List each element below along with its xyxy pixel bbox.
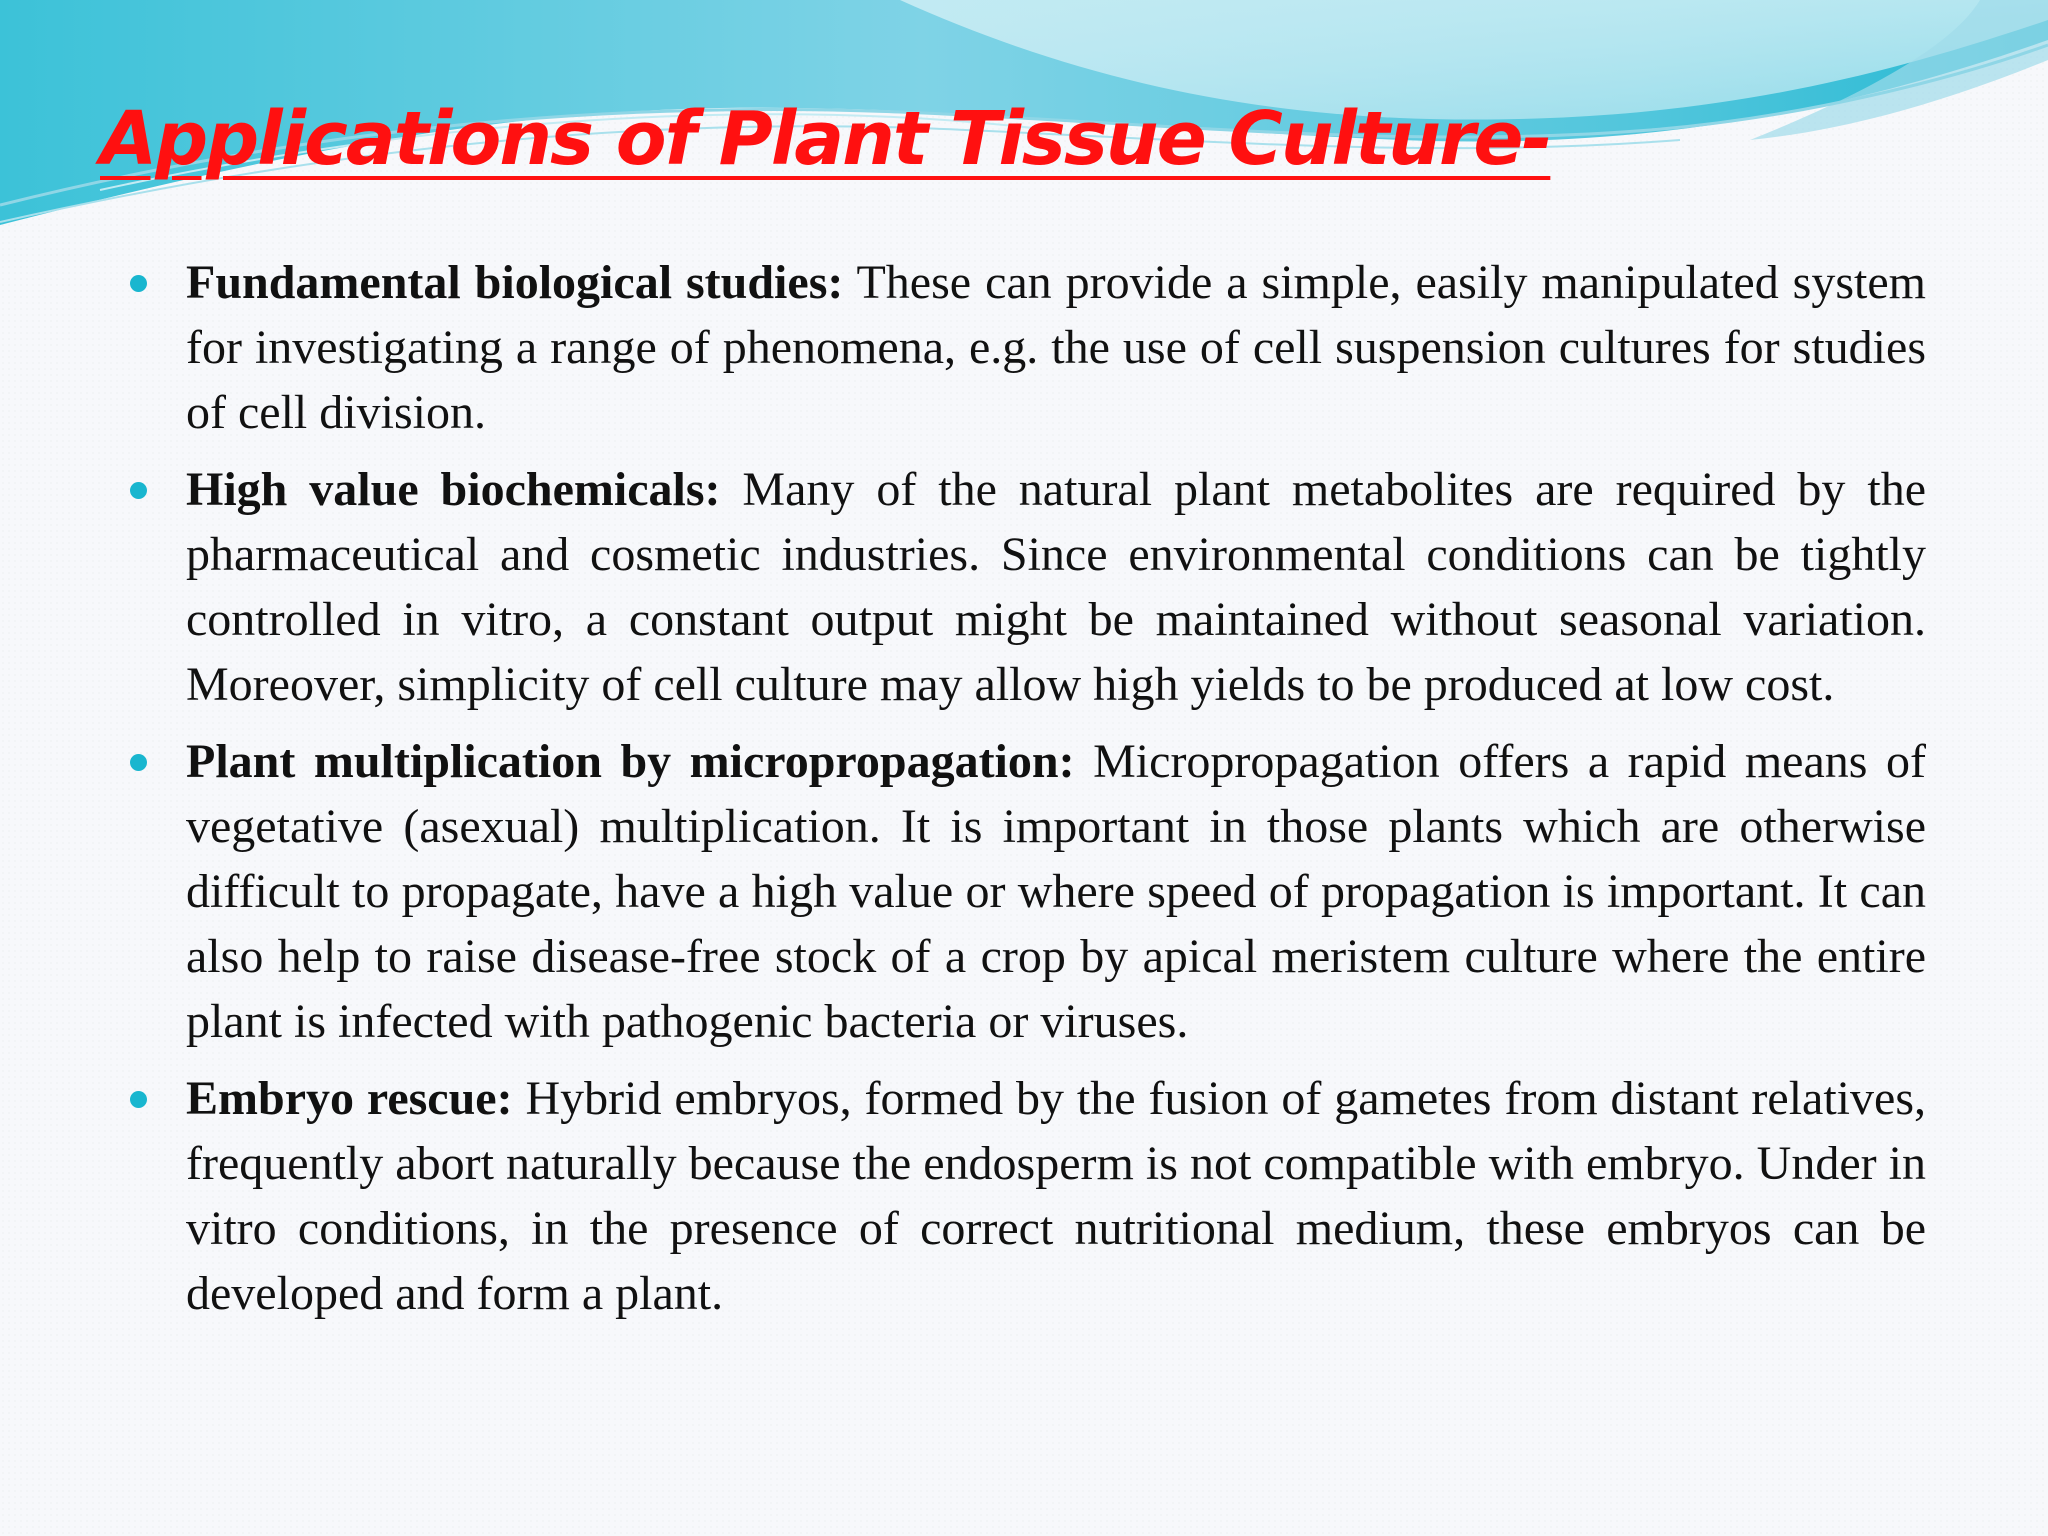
item-text: These can provide a simple, easily manipulated system for investigating a range of phenomena, e.g. the use of cell suspension cultures for studies of cell division.: [186, 256, 1927, 439]
item-heading: High value biochemicals:: [186, 463, 721, 516]
list-item-fundamental-studies: [186, 250, 1926, 445]
list-item-embryo-rescue: [186, 1066, 1926, 1326]
item-text: Micropropagation offers a rapid means of vegetative (asexual) multiplication. It is important in those plants which are otherwise difficult to propagate, have a high value or where speed of propagation is important. It can also help to raise disease-free stock of a crop by apical meristem culture where the entire plant is infected with pathogenic bacteria or viruses.: [186, 735, 1926, 1048]
application-list: [0, 250, 2048, 1338]
list-item-high-value-biochemicals: [186, 457, 1926, 717]
bullet-dot-icon: [130, 1091, 147, 1108]
item-heading: Embryo rescue:: [186, 1072, 513, 1125]
item-heading: Plant multiplication by micropropagation:: [186, 735, 1075, 788]
item-heading: Fundamental biological studies:: [186, 256, 844, 309]
list-item-micropropagation: [186, 729, 1926, 1054]
bullet-dot-icon: [130, 275, 147, 292]
slide-title: Applications of Plant Tissue Culture-: [100, 96, 1551, 182]
item-text: Many of the natural plant metabolites are required by the pharmaceutical and cosmetic industries. Since environmental conditions can be tightly controlled in vitro, a constant output might be maintained without seasonal variation. Moreover, simplicity of cell culture may allow high yields to be produced at low cost.: [186, 463, 1926, 711]
item-text: Hybrid embryos, formed by the fusion of gametes from distant relatives, frequently abort naturally because the endosperm is not compatible with embryo. Under in vitro conditions, in the presence of correct nutritional medium, these embryos can be developed and form a plant.: [186, 1072, 1927, 1320]
bullet-dot-icon: [130, 754, 147, 771]
bullet-dot-icon: [130, 482, 147, 499]
